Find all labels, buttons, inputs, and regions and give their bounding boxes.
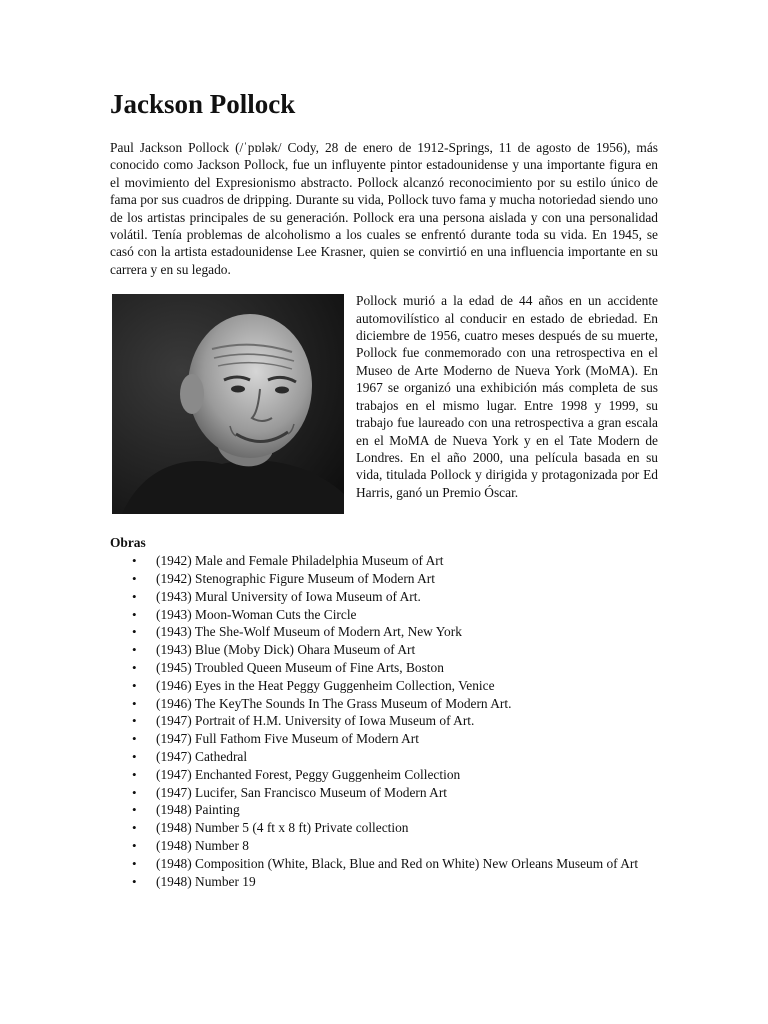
list-item	[110, 801, 658, 819]
bullet-icon: •	[132, 749, 137, 765]
list-item	[110, 855, 658, 873]
bullet-icon: •	[132, 873, 137, 889]
work-title: (1947) Lucifer, San Francisco Museum of Modern Art	[156, 784, 448, 800]
list-item	[110, 712, 658, 730]
list-item	[110, 819, 658, 837]
bullet-icon: •	[132, 642, 137, 658]
list-item	[110, 730, 658, 748]
work-title: (1948) Number 5 (4 ft x 8 ft) Private collection	[156, 820, 409, 836]
bio-paragraph: Pollock murió a la edad de 44 años en un accidente automovilístico al conducir en estado de ebriedad. En diciembre de 1956, cuatro meses después de su muerte, Pollock fue conmemorado con una retrospectiva en el Museo de Arte Moderno de Nueva York (MoMA). En 1967 se organizó una exhibición más completa de sus trabajos en el mismo lugar. Entre 1998 y 1999, su trabajo fue laureado con una retrospectiva a gran escala en el MoMA de Nueva York y en el Tate Modern de Londres. En el año 2000, una película basada en su vida, titulada Pollock y dirigida y protagonizada por Ed Harris, ganó un Premio Óscar.	[356, 293, 658, 500]
work-title: (1948) Composition (White, Black, Blue and Red on White) New Orleans Museum of Art	[156, 855, 639, 871]
list-item	[110, 606, 658, 624]
work-title: (1942) Stenographic Figure Museum of Modern Art	[156, 571, 435, 587]
list-item	[110, 873, 658, 891]
work-title: (1947) Enchanted Forest, Peggy Guggenheim Collection	[156, 766, 461, 782]
work-title: (1947) Cathedral	[156, 749, 248, 765]
works-list	[110, 552, 658, 890]
work-title: (1943) Blue (Moby Dick) Ohara Museum of Art	[156, 642, 416, 658]
bullet-icon: •	[132, 838, 137, 853]
bullet-icon: •	[132, 606, 137, 622]
bullet-icon: •	[132, 766, 137, 782]
document-page	[110, 84, 658, 890]
list-item	[110, 659, 658, 677]
bio-section	[110, 292, 658, 534]
bullet-icon: •	[132, 553, 137, 569]
list-item	[110, 748, 658, 766]
bullet-icon: •	[132, 731, 137, 747]
list-item	[110, 623, 658, 641]
work-title: (1943) The She-Wolf Museum of Modern Art, New York	[156, 624, 462, 640]
bullet-icon: •	[132, 695, 137, 711]
list-item	[110, 570, 658, 588]
page-title: Jackson Pollock	[110, 89, 296, 119]
bullet-icon: •	[132, 855, 137, 871]
bullet-icon: •	[132, 571, 137, 587]
work-title: (1943) Moon-Woman Cuts the Circle	[156, 606, 357, 622]
bullet-icon: •	[132, 624, 137, 640]
bullet-icon: •	[132, 588, 137, 604]
work-title: (1948) Painting	[156, 802, 240, 818]
work-title: (1943) Mural University of Iowa Museum of Art.	[156, 588, 421, 604]
intro-paragraph: Paul Jackson Pollock (/ˈpɒlək/ Cody, 28 de enero de 1912-Springs, 11 de agosto de 1956), más conocido como Jackson Pollock, fue un influyente pintor estadounidense y una importante figura en el movimiento del Expresionismo abstracto. Pollock alcanzó reconocimiento por su estilo único de fama por sus cuadros de dripping. Durante su vida, Pollock tuvo fama y mucha notoriedad siendo uno de los artistas principales de su generación. Pollock era una persona aislada y con una personalidad volátil. Tenía problemas de alcoholismo a los cuales se enfrentó durante toda su vida. En 1945, se casó con la artista estadounidense Lee Krasner, quien se convirtió en una influencia importante en su carrera y en su legado.	[110, 140, 658, 277]
list-item	[110, 766, 658, 784]
work-title: (1947) Portrait of H.M. University of Iowa Museum of Art.	[156, 713, 475, 729]
work-title: (1947) Full Fathom Five Museum of Modern Art	[156, 731, 419, 747]
work-title: (1942) Male and Female Philadelphia Museum of Art	[156, 553, 444, 569]
work-title: (1948) Number 8	[156, 838, 249, 853]
list-item	[110, 552, 658, 570]
work-title: (1946) Eyes in the Heat Peggy Guggenheim Collection, Venice	[156, 677, 495, 693]
list-item	[110, 641, 658, 659]
works-heading: Obras	[110, 535, 146, 551]
bullet-icon: •	[132, 784, 137, 800]
work-title: (1946) The KeyThe Sounds In The Grass Museum of Modern Art.	[156, 695, 512, 711]
work-title: (1948) Number 19	[156, 873, 256, 889]
list-item	[110, 784, 658, 802]
portrait-illustration	[112, 294, 344, 514]
bullet-icon: •	[132, 820, 137, 836]
list-item	[110, 677, 658, 695]
portrait-photo	[112, 294, 344, 514]
list-item	[110, 837, 658, 855]
bullet-icon: •	[132, 660, 137, 676]
work-title: (1945) Troubled Queen Museum of Fine Arts, Boston	[156, 660, 444, 676]
bullet-icon: •	[132, 677, 137, 693]
bullet-icon: •	[132, 802, 137, 818]
list-item	[110, 588, 658, 606]
list-item	[110, 695, 658, 713]
bullet-icon: •	[132, 713, 137, 729]
